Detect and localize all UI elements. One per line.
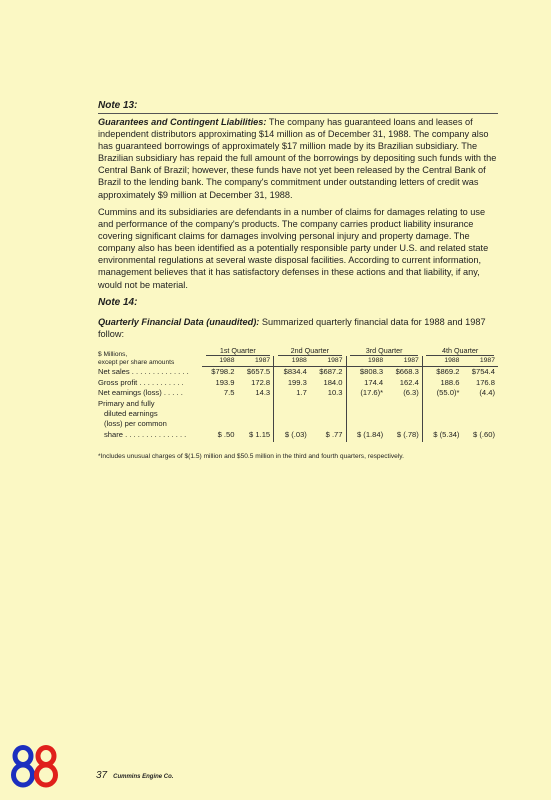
table-cell: 193.9 [215,377,235,387]
year-header: 1988 [422,356,462,367]
year-header: 1987 [310,356,346,367]
logo-left-8-top [15,748,31,765]
table-row-gross-profit [98,378,498,388]
logo-right-8-top [38,748,54,765]
table-cell: 14.3 [255,388,271,398]
table-cell: $798.2 [211,367,235,377]
year-header: 1988 [202,356,237,367]
quarterly-data-text: Summarized quarterly financial data for 1988 and 1987 follow: [98,317,486,340]
table-cell: $754.4 [471,367,495,377]
row-label: Net sales . . . . . . . . . . . . . . [98,367,189,377]
table-cell: $869.2 [422,367,462,378]
table-cell: $ (5.34) [422,430,462,442]
table-cell: 162.4 [399,377,419,387]
guarantees-lead: Guarantees and Contingent Liabilities: [98,117,267,127]
table-row-eps-label-1 [98,399,498,409]
table-row-eps-label-2 [98,409,498,419]
year-header: 1988 [346,356,386,367]
units-header [98,346,202,367]
table-cell: $ (.60) [473,429,495,439]
table-cell: $ .77 [325,429,343,439]
guarantees-text: The company has guaranteed loans and leases of independent distributors approximating $14 million as of December 31, 1988. The company also has guaranteed borrowings of approximately $17 million made by its Brazilian subsidiary. The Brazilian subsidiary has repaid the full amount of the borrowings by depositing such funds with the Central Bank of Brazil; however, these funds have not yet been released by the Central Bank of Brazil to the lending bank. The company's commitment under outstanding letters of credit was approximately $9 million at December 31, 1988. [98,117,497,200]
table-cell: $687.2 [319,367,343,377]
units-line-2: except per share amounts [98,358,175,366]
year-header: 1987 [462,356,498,367]
table-cell: $668.3 [395,367,419,377]
quarterly-data-lead: Quarterly Financial Data (unaudited): [98,317,260,327]
table-row-eps [98,430,498,442]
table-cell: 176.8 [475,377,495,387]
page-footer [96,770,173,781]
table-cell: $ (.78) [396,429,419,439]
table-cell: $ (1.84) [346,430,386,442]
table-cell: $808.3 [346,367,386,378]
note-13-heading: Note 13: [98,100,138,111]
quarter-header-4: 4th Quarter [422,346,498,356]
table-cell: (55.0)* [422,388,462,398]
table-cell: 184.0 [323,377,343,387]
table-cell: 172.8 [251,377,271,387]
note-14-heading: Note 14: [98,297,138,308]
year-header: 1987 [386,356,422,367]
table-cell: $834.4 [274,367,310,378]
table-row-net-earnings [98,388,498,398]
table-cell: 10.3 [327,388,343,398]
table-cell: 1.7 [274,388,310,398]
row-label: (loss) per common [104,419,167,429]
table-cell: (6.3) [403,388,419,398]
logo-left-8 [14,748,33,786]
note-13-rule [98,113,498,114]
row-label: diluted earnings [104,409,158,419]
note-13-paragraph-1 [98,116,498,201]
88-logo-icon [10,744,60,788]
units-line-1: $ Millions, [98,350,128,358]
year-header: 1988 [274,356,310,367]
company-name: Cummins Engine Co. [113,774,174,780]
table-cell: 7.5 [223,388,235,398]
table-cell: 174.4 [346,378,386,388]
table-cell: $ 1.15 [249,429,271,439]
table-cell: 199.3 [274,378,310,388]
table-cell: (17.6)* [346,388,386,398]
table-row-net-sales [98,367,498,378]
note-14-intro [98,316,498,340]
table-cell: $ (.03) [274,430,310,442]
quarter-header-3: 3rd Quarter [346,346,422,356]
quarter-header-2: 2nd Quarter [274,346,346,356]
quarter-header-1: 1st Quarter [202,346,274,356]
row-label: Net earnings (loss) . . . . . [98,388,183,398]
logo-right-8-bottom [37,765,56,785]
page-number: 37 [96,770,108,781]
row-label: Primary and fully [98,398,155,408]
note-13-paragraph-2: Cummins and its subsidiaries are defendants in a number of claims for damages relating to use and performance of the company's products. The company carries product liability insurance covering significant claims for damages involving personal injury and property damage. The company also has been identified as a potentially responsible party under U.S. and related state environmental regulations at several waste disposal facilities. According to current information, management believes that it has satisfactory defenses in these actions and that liability, if any, would not be material. [98,207,489,290]
logo-left-8-bottom [14,765,33,785]
row-label: share . . . . . . . . . . . . . . . [104,429,187,439]
table-cell: (4.4) [479,388,495,398]
year-header: 1987 [237,356,273,367]
table-cell: 188.6 [422,378,462,388]
row-label: Gross profit . . . . . . . . . . . [98,377,184,387]
quarterly-financial-table [98,346,498,442]
table-row-eps-label-3 [98,419,498,429]
table-cell: $ .50 [217,429,235,439]
table-cell: $657.5 [246,367,271,377]
logo-right-8 [37,748,56,786]
table-footnote: *Includes unusual charges of $(1.5) million and $50.5 million in the third and fourth quarters, respectively. [98,453,404,460]
